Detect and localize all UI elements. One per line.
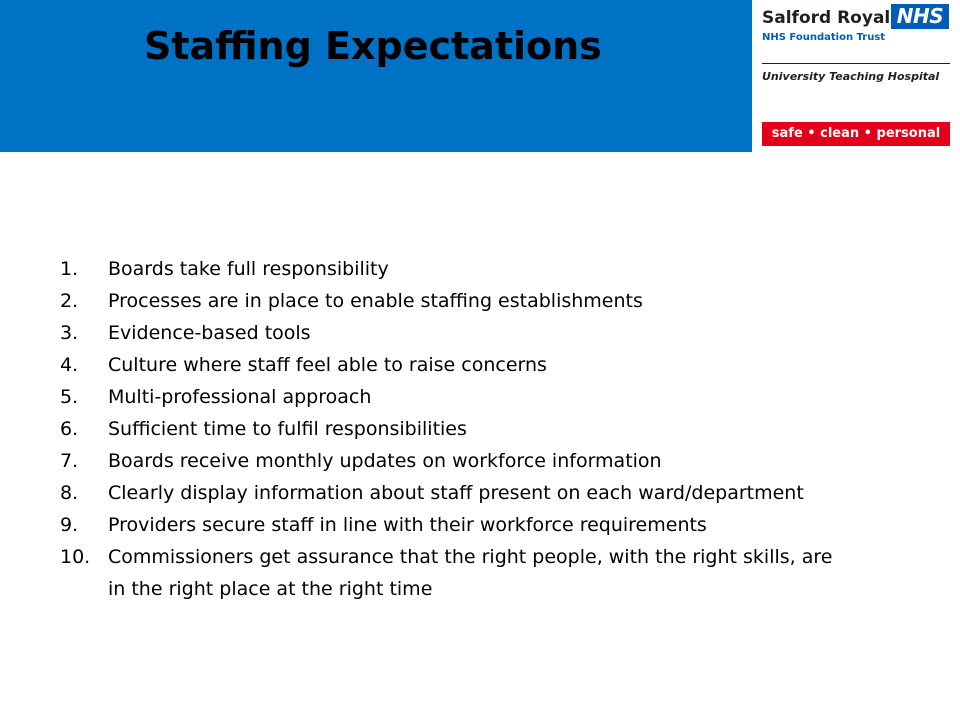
list-item (60, 477, 840, 509)
list-item-text: Providers secure staff in line with their workforce requirements (108, 514, 707, 536)
list-item-number: 1. (60, 258, 79, 280)
slide-title: Staffing Expectations (144, 24, 602, 68)
list-item-number: 4. (60, 354, 79, 376)
list-item (60, 349, 840, 381)
list-item (60, 381, 840, 413)
list-item-number: 2. (60, 290, 79, 312)
list-item (60, 541, 840, 605)
list-item-text: Boards receive monthly updates on workforce information (108, 450, 662, 472)
list-item-text: Culture where staff feel able to raise concerns (108, 354, 547, 376)
list-item-text: Multi-professional approach (108, 386, 372, 408)
list-item-text: Clearly display information about staff present on each ward/department (108, 482, 804, 504)
logo-divider (762, 63, 950, 64)
list-item-text: Commissioners get assurance that the right people, with the right skills, are in the right place at the right time (108, 546, 833, 600)
list-item-number: 10. (60, 546, 91, 568)
list-item-text: Processes are in place to enable staffing establishments (108, 290, 643, 312)
list-item-text: Sufficient time to fulfil responsibilities (108, 418, 467, 440)
list-item-text: Evidence-based tools (108, 322, 311, 344)
list-item-number: 5. (60, 386, 79, 408)
hospital-type: University Teaching Hospital (762, 70, 940, 83)
list-item (60, 509, 840, 541)
list-item-number: 3. (60, 322, 79, 344)
trust-name: NHS Foundation Trust (762, 32, 886, 43)
list-item-number: 8. (60, 482, 79, 504)
list-item (60, 413, 840, 445)
list-item (60, 253, 840, 285)
list-item-number: 6. (60, 418, 79, 440)
list-item (60, 317, 840, 349)
header-band (0, 0, 752, 152)
list-item-text: Boards take full responsibility (108, 258, 389, 280)
trust-logo (752, 0, 960, 152)
list-item-number: 9. (60, 514, 79, 536)
list-item-number: 7. (60, 450, 79, 472)
expectations-list (60, 253, 840, 605)
values-banner: safe • clean • personal (762, 122, 950, 146)
nhs-logo-mark: NHS (891, 4, 949, 29)
list-item (60, 445, 840, 477)
list-item (60, 285, 840, 317)
org-name: Salford Royal (762, 8, 891, 28)
